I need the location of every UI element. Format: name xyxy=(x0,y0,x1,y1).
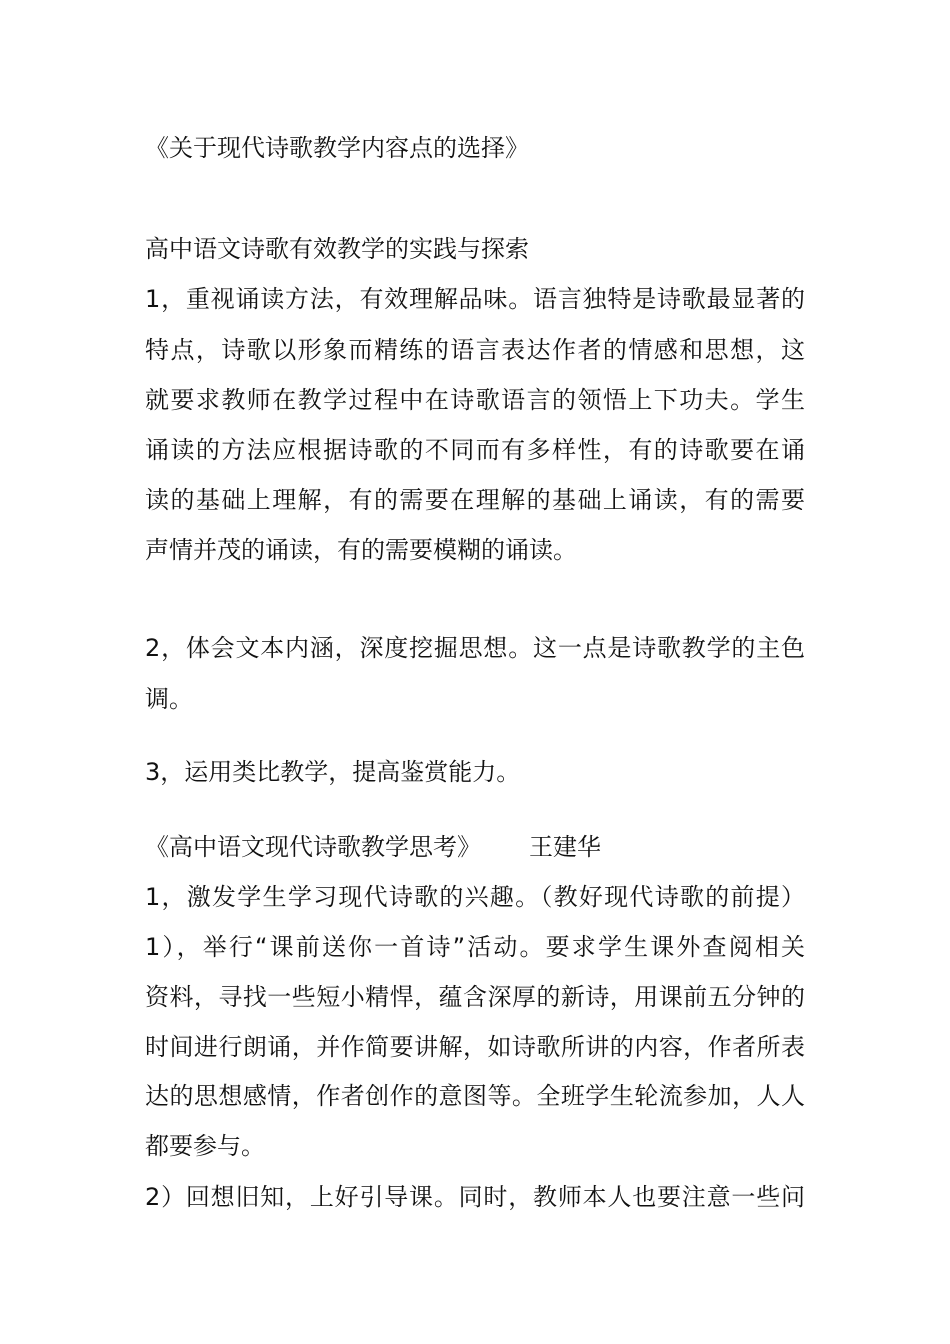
paragraph-line: 声情并茂的诵读，有的需要模糊的诵读。 xyxy=(145,536,577,564)
paragraph-line: 3，运用类比教学，提高鉴赏能力。 xyxy=(145,758,521,786)
paragraph-line: 调。 xyxy=(145,685,193,713)
paragraph-line: 资料，寻找一些短小精悍，蕴含深厚的新诗，用课前五分钟的 xyxy=(145,983,805,1011)
paragraph-line: 特点，诗歌以形象而精练的语言表达作者的情感和思想，这 xyxy=(145,336,805,364)
paragraph-line: 诵读的方法应根据诗歌的不同而有多样性，有的诗歌要在诵 xyxy=(145,436,805,464)
paragraph-line: 2）回想旧知，上好引导课。同时，教师本人也要注意一些问 xyxy=(145,1183,805,1211)
article-title-3 xyxy=(145,833,601,861)
article-title-3-text: 《高中语文现代诗歌教学思考》 xyxy=(145,833,481,861)
article-heading-2: 高中语文诗歌有效教学的实践与探索 xyxy=(145,235,529,263)
author-name: 王建华 xyxy=(529,833,601,861)
paragraph-line: 1，激发学生学习现代诗歌的兴趣。（教好现代诗歌的前提） xyxy=(145,883,805,911)
article-title-1: 《关于现代诗歌教学内容点的选择》 xyxy=(145,134,529,162)
paragraph-line: 达的思想感情，作者创作的意图等。全班学生轮流参加，人人 xyxy=(145,1082,805,1110)
paragraph-line: 就要求教师在教学过程中在诗歌语言的领悟上下功夫。学生 xyxy=(145,386,805,414)
paragraph-line: 2，体会文本内涵，深度挖掘思想。这一点是诗歌教学的主色 xyxy=(145,634,805,662)
paragraph-line: 都要参与。 xyxy=(145,1132,265,1160)
paragraph-line: 读的基础上理解，有的需要在理解的基础上诵读，有的需要 xyxy=(145,486,805,514)
paragraph-line: 1），举行“课前送你一首诗”活动。要求学生课外查阅相关 xyxy=(145,933,805,961)
paragraph-line: 1，重视诵读方法，有效理解品味。语言独特是诗歌最显著的 xyxy=(145,285,805,313)
paragraph-line: 时间进行朗诵，并作简要讲解，如诗歌所讲的内容，作者所表 xyxy=(145,1033,805,1061)
